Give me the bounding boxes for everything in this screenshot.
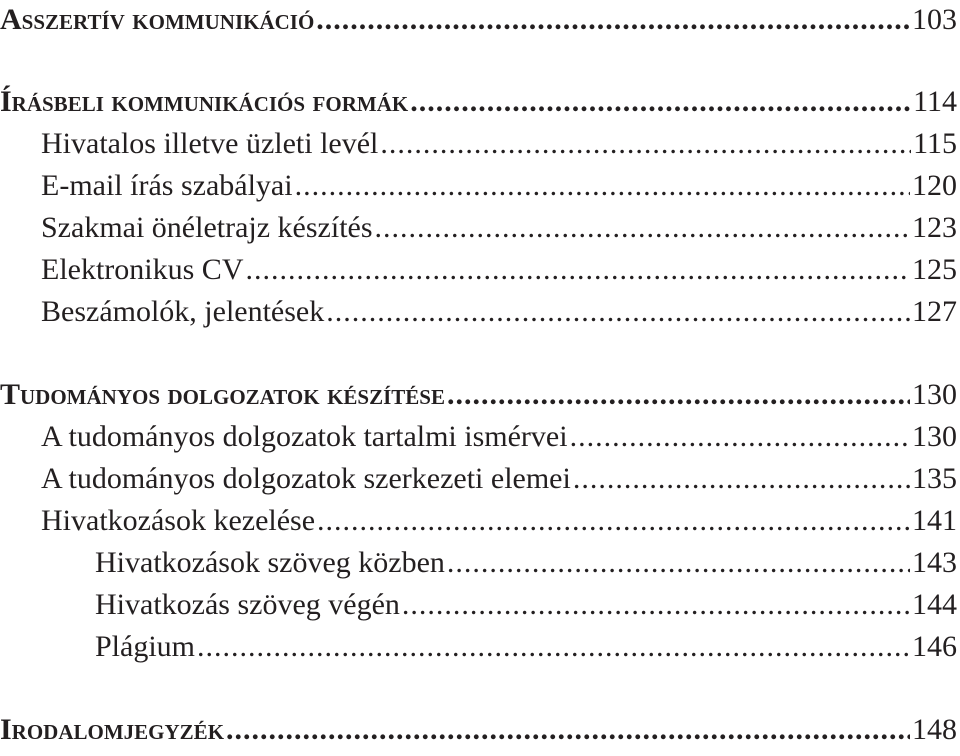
- toc-page-number: 127: [912, 295, 957, 328]
- toc-entry-title: Elektronikus CV: [41, 253, 244, 286]
- toc-page-number: 120: [912, 169, 957, 202]
- toc-page-number: 130: [912, 378, 957, 411]
- toc-subsection-entry[interactable]: [0, 585, 957, 625]
- toc-entry-title: Irodalomjegyzék: [0, 713, 225, 746]
- toc-page-number: 148: [912, 713, 957, 746]
- toc-section-entry[interactable]: [0, 208, 957, 248]
- toc-section-entry[interactable]: [0, 459, 957, 499]
- toc-section-entry[interactable]: [0, 166, 957, 206]
- toc-chapter-entry[interactable]: [0, 375, 957, 415]
- toc-section-entry[interactable]: [0, 250, 957, 290]
- toc-entry-title: Beszámolók, jelentések: [41, 295, 325, 328]
- toc-chapter-entry[interactable]: [0, 710, 957, 750]
- toc-section-entry[interactable]: [0, 292, 957, 332]
- dot-leader: [326, 292, 910, 332]
- toc-subsection-entry[interactable]: [0, 543, 957, 583]
- toc-page-number: 141: [912, 504, 957, 537]
- dot-leader: [197, 627, 910, 667]
- toc-page-number: 103: [912, 3, 957, 36]
- toc-section-entry[interactable]: [0, 124, 957, 164]
- toc-chapter-entry[interactable]: [0, 0, 957, 40]
- dot-leader: [246, 250, 911, 290]
- dot-leader: [570, 417, 910, 457]
- dot-leader: [317, 501, 910, 541]
- toc-entry-title: A tudományos dolgozatok szerkezeti elemei: [41, 462, 571, 495]
- toc-entry-title: Asszertív kommunikáció: [0, 3, 315, 36]
- dot-leader: [573, 459, 910, 499]
- toc-page-number: 143: [912, 546, 957, 579]
- dot-leader: [226, 710, 910, 750]
- dot-leader: [410, 82, 911, 122]
- toc-page-number: 146: [912, 630, 957, 663]
- toc-entry-title: Szakmai önéletrajz készítés: [41, 211, 373, 244]
- toc-page-number: 125: [912, 253, 957, 286]
- dot-leader: [380, 124, 911, 164]
- toc-page-number: 135: [912, 462, 957, 495]
- toc-page-number: 123: [912, 211, 957, 244]
- toc-page-number: 115: [913, 127, 957, 160]
- dot-leader: [375, 208, 910, 248]
- toc-entry-title: Hivatkozások szöveg közben: [95, 546, 445, 579]
- toc-entry-title: Plágium: [95, 630, 196, 663]
- dot-leader: [447, 375, 910, 415]
- toc-page-number: 114: [913, 85, 957, 118]
- dot-leader: [447, 543, 910, 583]
- toc-subsection-entry[interactable]: [0, 627, 957, 667]
- toc-entry-title: Tudományos dolgozatok készítése: [0, 378, 445, 411]
- toc-entry-title: A tudományos dolgozatok tartalmi ismérvei: [41, 420, 568, 453]
- toc-section-entry[interactable]: [0, 417, 957, 457]
- toc-chapter-entry[interactable]: [0, 82, 957, 122]
- dot-leader: [295, 166, 910, 206]
- toc-entry-title: E-mail írás szabályai: [41, 169, 293, 202]
- toc-entry-title: Írásbeli kommunikációs formák: [0, 85, 409, 118]
- toc-section-entry[interactable]: [0, 501, 957, 541]
- toc-page-number: 144: [912, 588, 957, 621]
- toc-page-number: 130: [912, 420, 957, 453]
- dot-leader: [316, 0, 910, 40]
- toc-entry-title: Hivatkozás szöveg végén: [95, 588, 400, 621]
- dot-leader: [402, 585, 910, 625]
- toc-entry-title: Hivatkozások kezelése: [41, 504, 316, 537]
- toc-entry-title: Hivatalos illetve üzleti levél: [41, 127, 379, 160]
